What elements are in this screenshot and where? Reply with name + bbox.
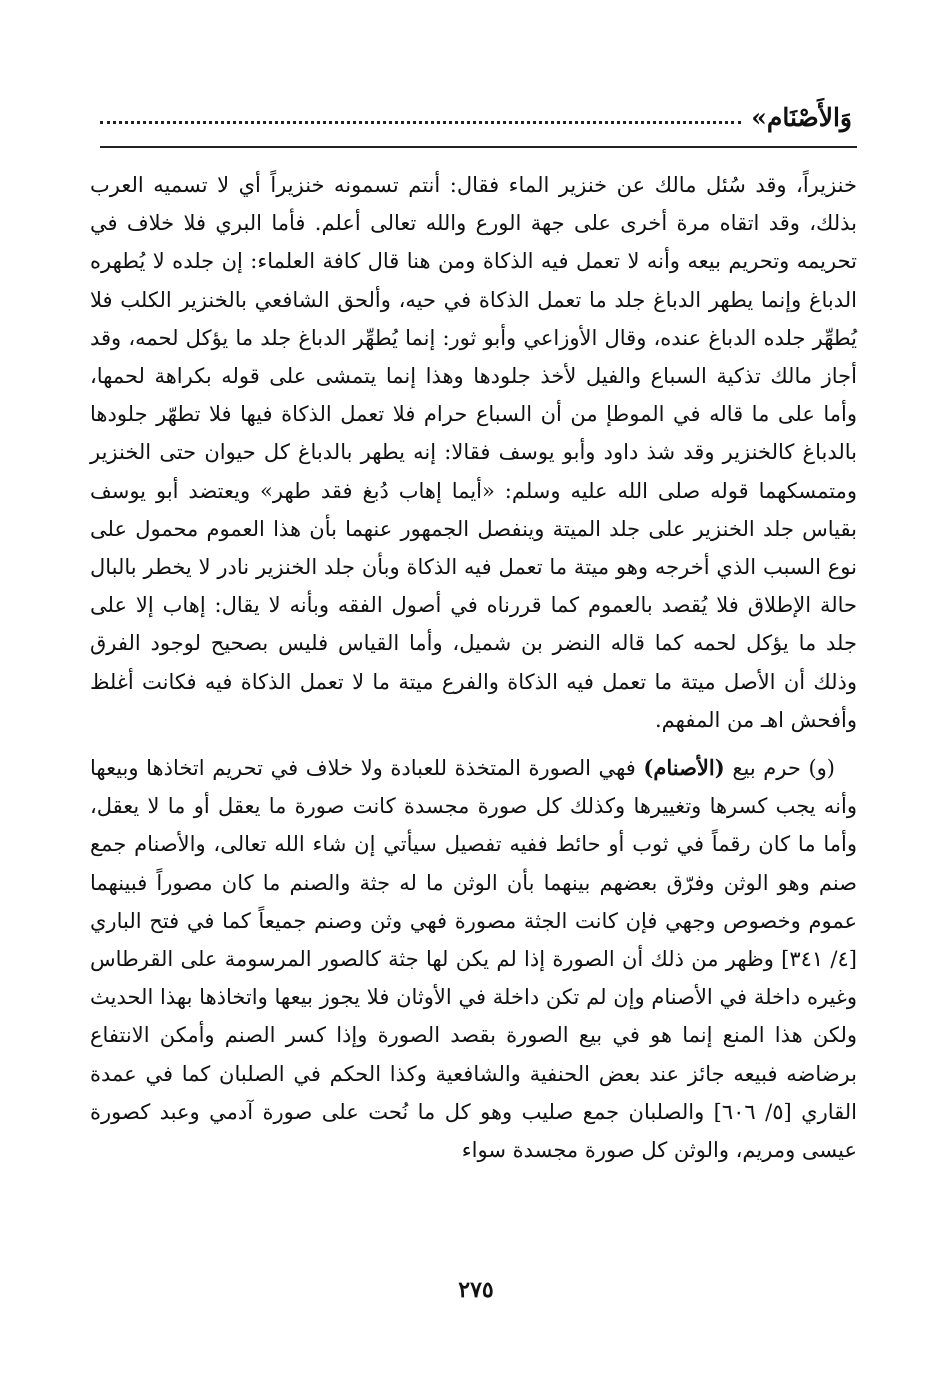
header-dotted-leader xyxy=(100,121,741,124)
header-divider xyxy=(100,146,857,148)
paragraph-idol-sale xyxy=(90,749,857,1169)
header-title: وَالأَصْنَام» xyxy=(751,103,852,132)
running-header xyxy=(100,92,852,136)
highlighted-term: (الأصنام) xyxy=(643,755,725,781)
paragraph-commentary: خنزيراً، وقد سُئل مالك عن خنزير الماء فقال: أنتم تسمونه خنزيراً أي لا تسميه العرب بذلك، وقد اتقاه مرة أخرى على جهة الورع والله تعالى أعلم. فأما البري فلا خلاف في تحريمه وتحريم بيعه وأنه لا تعمل فيه الذكاة ومن هنا قال كافة العلماء: إن جلده لا يُطهره الدباغ وإنما يطهر الدباغ جلد ما تعمل الذكاة في حيه، وألحق الشافعي بالخنزير الكلب فلا يُطهِّر جلده الدباغ عنده، وقال الأوزاعي وأبو ثور: إنما يُطهِّر الدباغ جلد ما يؤكل لحمه، وقد أجاز مالك تذكية السباع والفيل لأخذ جلودها وهذا إنما يتمشى على قوله بكراهة لحمها، وأما على ما قاله في الموطإ من أن السباع حرام فلا تعمل الذكاة فيها فلا تطهّر جلودها بالدباغ كالخنزير وقد شذ داود وأبو يوسف فقالا: إنه يطهر بالدباغ كل حيوان حتى الخنزير ومتمسكهما قوله صلى الله عليه وسلم: «أيما إهاب دُبغ فقد طهر» ويعتضد أبو يوسف بقياس جلد الخنزير على جلد الميتة وينفصل الجمهور عنهما بأن هذا العموم محمول على نوع السبب الذي أخرجه وهو ميتة ما تعمل فيه الذكاة وبأن جلد الخنزير نادر لا يخطر بالبال حالة الإطلاق فلا يُقصد بالعموم كما قررناه في أصول الفقه وبأنه لا يقال: إهاب إلا على جلد ما يؤكل لحمه كما قاله النضر بن شميل، وأما القياس فليس بصحيح لوجود الفرق وذلك أن الأصل ميتة ما تعمل فيه الذكاة والفرع ميتة ما لا تعمل الذكاة فيه فكانت أغلظ وأفحش اهـ من المفهم. xyxy=(90,173,857,732)
paragraph-marker: (و) حرم بيع xyxy=(732,756,835,781)
body-text xyxy=(90,166,857,1169)
page-number: ٢٧٥ xyxy=(458,1277,494,1303)
paragraph-body: فهي الصورة المتخذة للعبادة ولا خلاف في تحريم اتخاذها وبيعها وأنه يجب كسرها وتغييرها وكذلك كل صورة مجسدة كانت صورة ما يعقل أو ما لا يعقل، وأما ما كان رقماً في ثوب أو حائط ففيه تفصيل سيأتي إن شاء الله تعالى، والأصنام جمع صنم وهو الوثن وفرّق بعضهم بينهما بأن الوثن ما له جثة والصنم ما كان مصوراً فبينهما عموم وخصوص وجهي فإن كانت الجثة مصورة فهي وثن وصنم جميعاً كما في فتح الباري [٤/ ٣٤١] وظهر من ذلك أن الصورة إذا لم يكن لها جثة كالصور المرسومة على القرطاس وغيره داخلة في الأصنام وإن لم تكن داخلة في الأوثان فلا يجوز بيعها واتخاذها بهذا الحديث ولكن هذا المنع إنما هو في بيع الصورة بقصد الصورة وإذا كسر الصنم وأمكن الانتفاع برضاضه فبيعه جائز عند بعض الحنفية والشافعية وكذا الحكم في الصلبان كما في عمدة القاري [٥/ ٦٠٦] والصلبان جمع صليب وهو كل ما نُحت على صورة آدمي وعبد كصورة عيسى ومريم، والوثن كل صورة مجسدة سواء xyxy=(90,756,857,1163)
